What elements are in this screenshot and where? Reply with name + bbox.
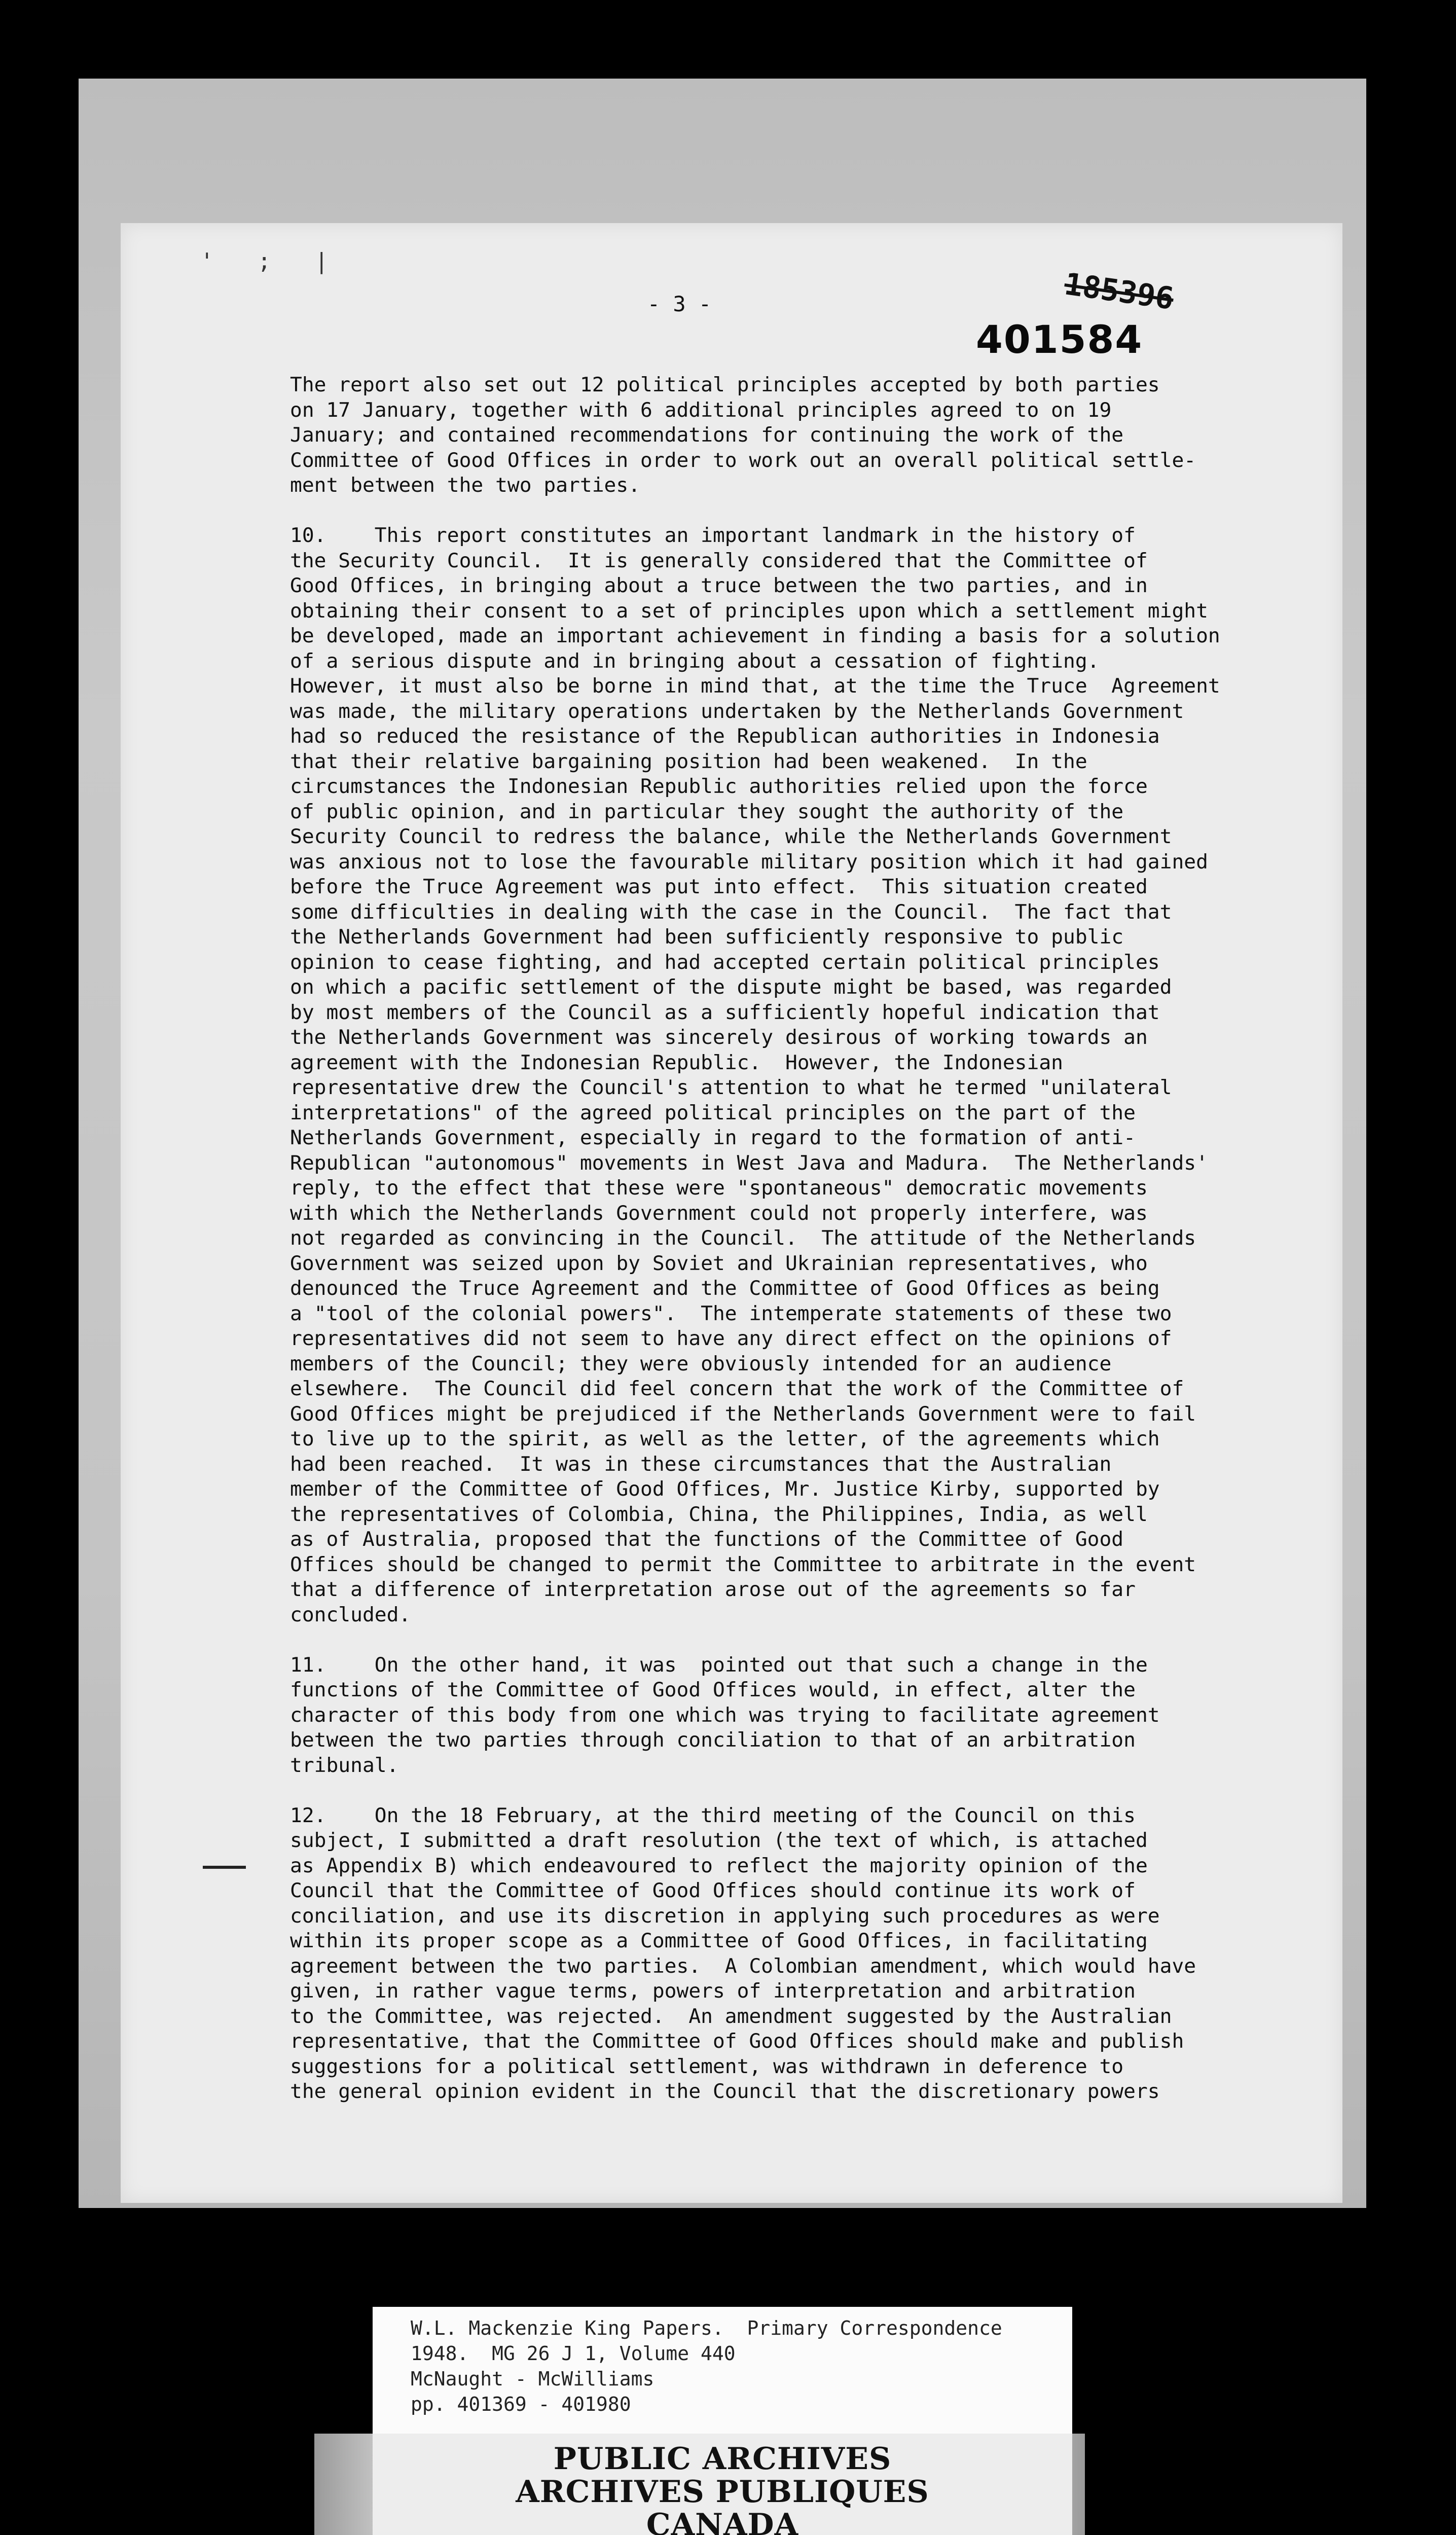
text-line: that a difference of interpretation arose out of the agreements so far [290,1578,1136,1601]
paragraph [290,523,1284,1627]
text-line: The report also set out 12 political principles accepted by both parties [290,373,1160,396]
text-line: on which a pacific settlement of the dispute might be based, was regarded [290,975,1172,999]
text-line: opinion to cease fighting, and had accepted certain political principles [290,950,1160,974]
text-line: on 17 January, together with 6 additional principles agreed to on 19 [290,398,1112,422]
paragraph [290,1803,1284,2105]
text-line: subject, I submitted a draft resolution (the text of which, is attached [290,1829,1148,1852]
text-line: 11. On the other hand, it was pointed out that such a change in the [290,1653,1148,1677]
text-line: members of the Council; they were obviously intended for an audience [290,1352,1112,1375]
text-line: Republican "autonomous" movements in West Java and Madura. The Netherlands' [290,1151,1208,1175]
text-line: not regarded as convincing in the Council. The attitude of the Netherlands [290,1226,1196,1250]
text-line: as Appendix B) which endeavoured to reflect the majority opinion of the [290,1854,1148,1877]
text-line: with which the Netherlands Government could not properly interfere, was [290,1201,1148,1225]
text-line: was anxious not to lose the favourable military position which it had gained [290,850,1208,874]
text-line: the Netherlands Government had been sufficiently responsive to public [290,925,1124,949]
text-line: that their relative bargaining position had been weakened. In the [290,749,1087,773]
paragraph-gap [290,498,1284,524]
text-line: the general opinion evident in the Council that the discretionary powers [290,2080,1160,2103]
text-line: some difficulties in dealing with the case in the Council. The fact that [290,900,1172,924]
text-line: between the two parties through conciliation to that of an arbitration [290,1728,1136,1752]
paragraph [290,1653,1284,1779]
text-line: suggestions for a political settlement, was withdrawn in deference to [290,2054,1124,2078]
text-line: reply, to the effect that these were "spontaneous" democratic movements [290,1176,1148,1200]
text-line: 10. This report constitutes an important landmark in the history of [290,524,1136,547]
label-line-pages: pp. 401369 - 401980 [411,2393,631,2415]
text-line: had been reached. It was in these circumstances that the Australian [290,1452,1112,1476]
text-line: member of the Committee of Good Offices, Mr. Justice Kirby, supported by [290,1477,1160,1501]
archive-line-country: CANADA [646,2507,799,2535]
text-line: 12. On the 18 February, at the third meeting of the Council on this [290,1803,1136,1827]
text-line: conciliation, and use its discretion in applying such procedures as were [290,1904,1160,1928]
text-line: Netherlands Government, especially in regard to the formation of anti- [290,1126,1136,1149]
text-line: the representatives of Colombia, China, the Philippines, India, as well [290,1502,1148,1526]
text-line: to the Committee, was rejected. An amendment suggested by the Australian [290,2004,1172,2028]
text-line: functions of the Committee of Good Offices would, in effect, alter the [290,1678,1136,1701]
text-line: character of this body from one which was trying to facilitate agreement [290,1703,1160,1727]
text-line: was made, the military operations undertaken by the Netherlands Government [290,699,1184,723]
label-line-volume: 1948. MG 26 J 1, Volume 440 [411,2342,736,2365]
paragraph [290,373,1284,498]
margin-mark [203,1866,246,1869]
text-line: representative, that the Committee of Good Offices should make and publish [290,2030,1184,2053]
text-line: of public opinion, and in particular they sought the authority of the [290,800,1124,823]
text-line: had so reduced the resistance of the Republican authorities in Indonesia [290,725,1160,748]
text-line: the Security Council. It is generally considered that the Committee of [290,549,1148,572]
reference-number-stamp: 401584 [976,317,1143,362]
text-line: interpretations" of the agreed political principles on the part of the [290,1101,1136,1125]
page-number: - 3 - [647,292,712,316]
text-line: Good Offices might be prejudiced if the Netherlands Government were to fail [290,1402,1196,1426]
paragraph-gap [290,1778,1284,1803]
text-line: representative drew the Council's attention to what he termed "unilateral [290,1076,1172,1099]
text-line: given, in rather vague terms, powers of interpretation and arbitration [290,1979,1136,2003]
text-line: before the Truce Agreement was put into effect. This situation created [290,875,1148,898]
archive-line-fr: ARCHIVES PUBLIQUES [516,2474,929,2510]
text-line: elsewhere. The Council did feel concern that the work of the Committee of [290,1377,1184,1400]
label-line-correspondents: McNaught - McWilliams [411,2368,654,2390]
paragraph-gap [290,1627,1284,1653]
text-line: to live up to the spirit, as well as the letter, of the agreements which [290,1427,1160,1451]
text-line: Good Offices, in bringing about a truce between the two parties, and in [290,574,1148,597]
corner-marks: ' ; | [200,248,344,274]
text-line: tribunal. [290,1753,399,1777]
text-line: within its proper scope as a Committee of Good Offices, in facilitating [290,1929,1148,1952]
text-line: circumstances the Indonesian Republic authorities relied upon the force [290,775,1148,798]
text-line: ment between the two parties. [290,474,641,497]
text-line: concluded. [290,1603,411,1626]
label-line-collection: W.L. Mackenzie King Papers. Primary Correspondence [411,2317,1002,2339]
text-line: of a serious dispute and in bringing about a cessation of fighting. [290,649,1100,673]
text-line: However, it must also be borne in mind that, at the time the Truce Agreement [290,674,1220,698]
archive-line-en: PUBLIC ARCHIVES [553,2441,892,2477]
text-line: be developed, made an important achievement in finding a basis for a solution [290,624,1220,647]
text-line: denounced the Truce Agreement and the Committee of Good Offices as being [290,1277,1160,1300]
text-line: January; and contained recommendations for continuing the work of the [290,423,1124,447]
text-line: Security Council to redress the balance, while the Netherlands Government [290,825,1172,848]
text-line: obtaining their consent to a set of principles upon which a settlement might [290,599,1208,623]
text-line: the Netherlands Government was sincerely desirous of working towards an [290,1026,1148,1049]
text-line: Offices should be changed to permit the Committee to arbitrate in the event [290,1552,1196,1576]
text-line: Government was seized upon by Soviet and Ukrainian representatives, who [290,1251,1148,1275]
text-line: representatives did not seem to have any direct effect on the opinions of [290,1327,1172,1350]
text-line: agreement with the Indonesian Republic. However, the Indonesian [290,1051,1063,1074]
text-line: Committee of Good Offices in order to work out an overall political settle- [290,448,1196,472]
text-line: agreement between the two parties. A Colombian amendment, which would have [290,1954,1196,1978]
text-line: a "tool of the colonial powers". The intemperate statements of these two [290,1301,1172,1325]
text-line: Council that the Committee of Good Offices should continue its work of [290,1879,1136,1902]
text-line: as of Australia, proposed that the functions of the Committee of Good [290,1528,1124,1551]
document-body [290,373,1284,2105]
old-reference-number: 185396 [1062,266,1176,317]
text-line: by most members of the Council as a sufficiently hopeful indication that [290,1000,1160,1024]
